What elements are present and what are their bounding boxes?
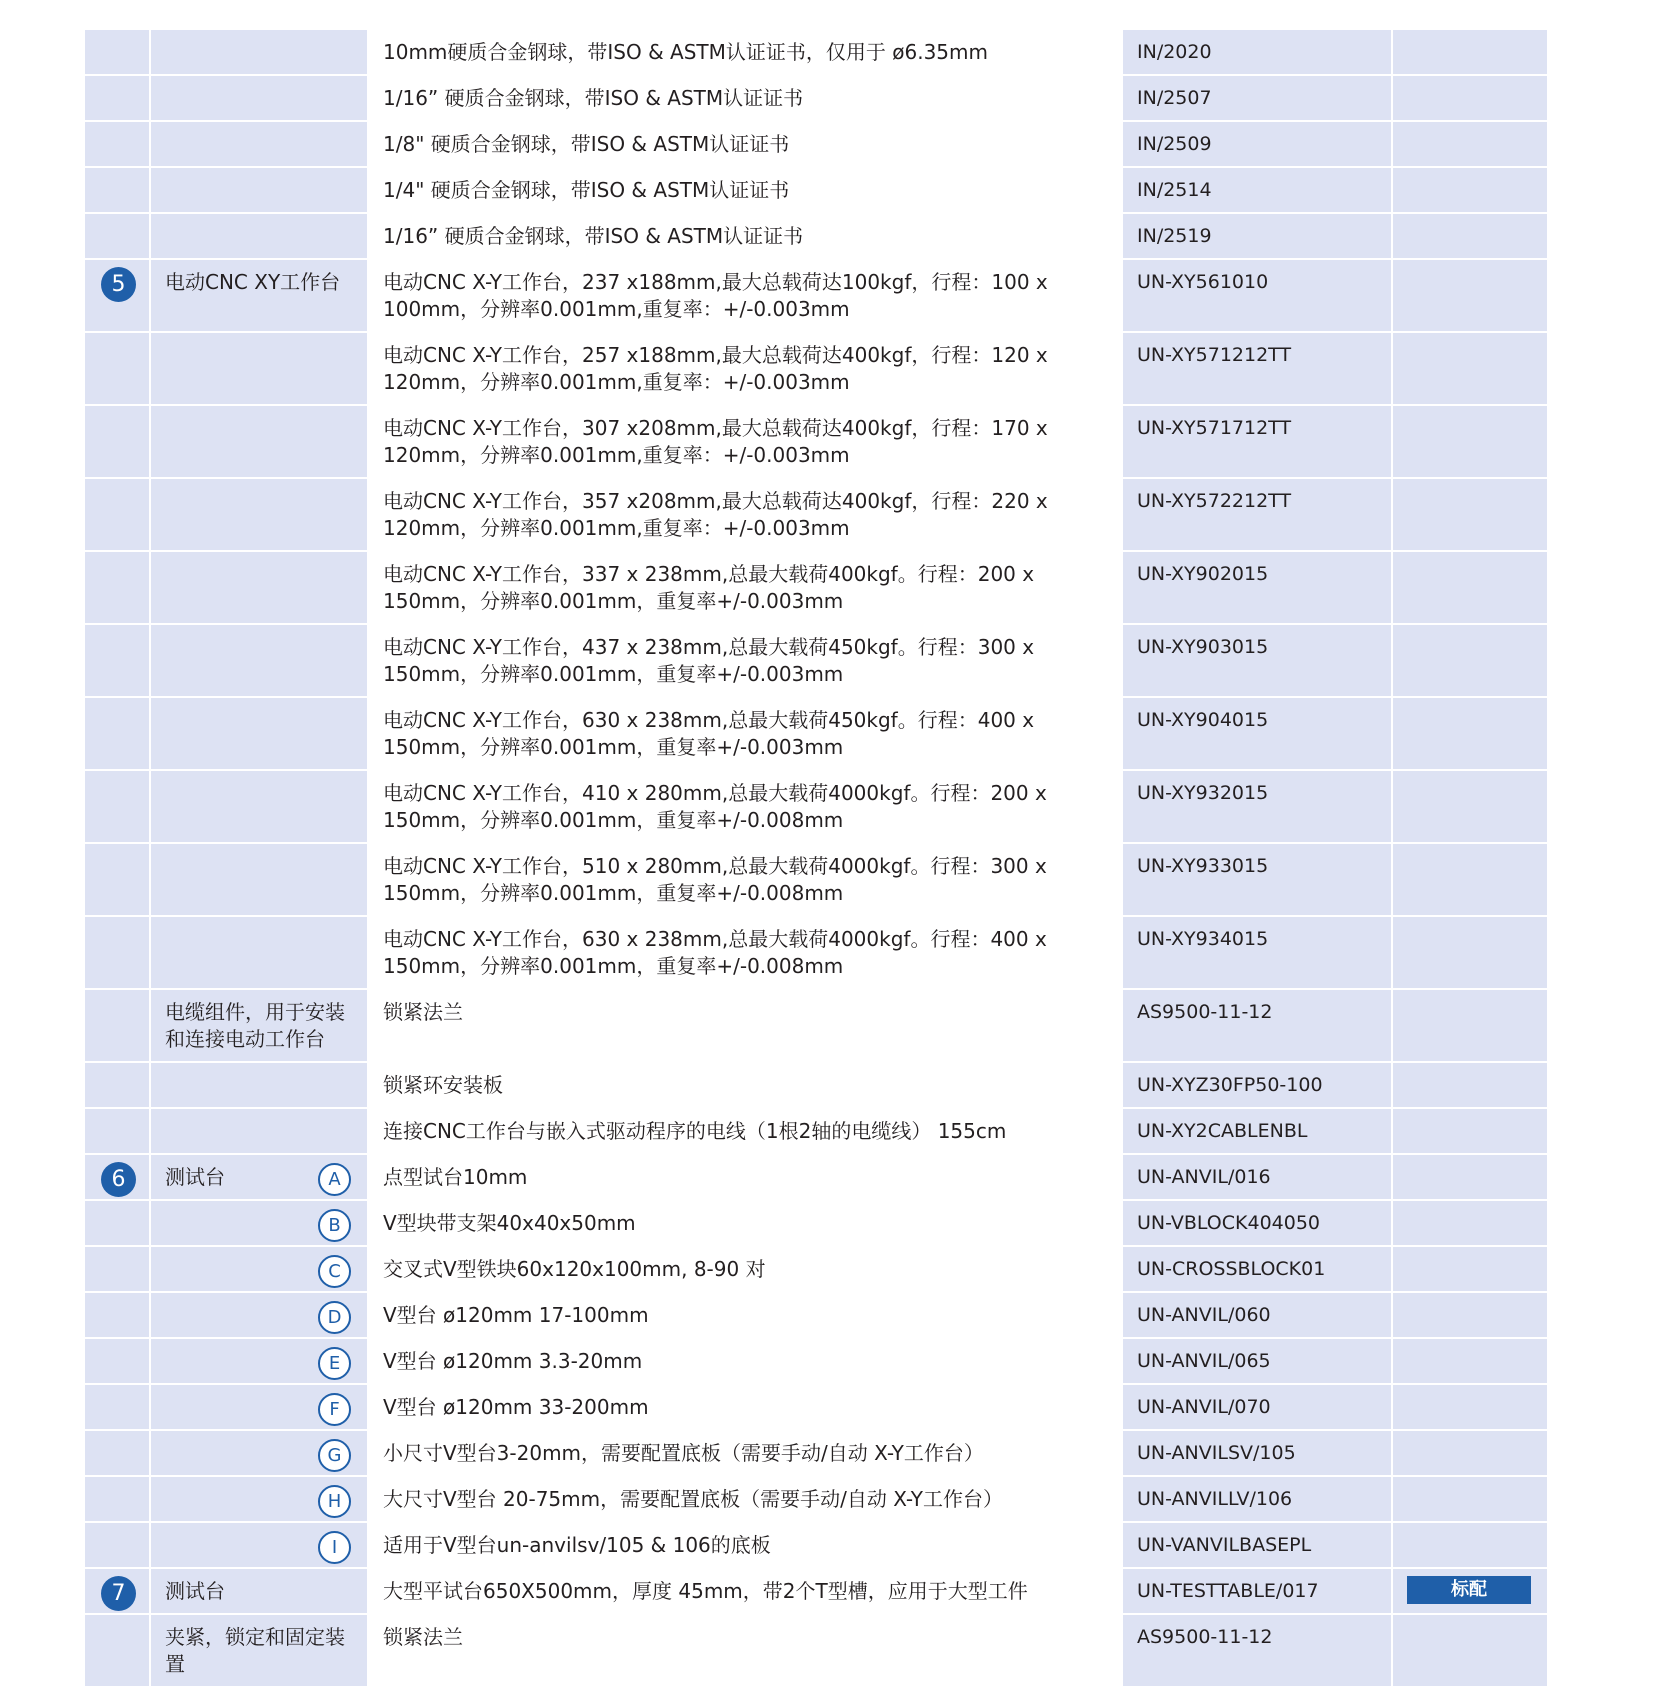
- description-cell: [369, 30, 1121, 74]
- standard-cell: [1391, 1339, 1547, 1383]
- part-code: UN-ANVILLV/106: [1137, 1488, 1293, 1510]
- item-description: 电动CNC X-Y工作台，437 x 238mm,总最大载荷450kgf。行程：300 x 150mm，分辨率0.001mm，重复率+/-0.003mm: [383, 635, 1035, 686]
- table-row: [85, 1155, 1547, 1199]
- part-code-cell: [1121, 917, 1391, 988]
- description-cell: [369, 698, 1121, 769]
- category-cell: [151, 625, 369, 696]
- item-number-cell: [85, 479, 151, 550]
- category-cell: [151, 1293, 369, 1337]
- description-cell: [369, 771, 1121, 842]
- table-row: [85, 76, 1547, 120]
- sub-item-letter-badge: C: [318, 1255, 351, 1288]
- item-description: 电动CNC X-Y工作台，257 x188mm,最大总载荷达400kgf，行程：120 x 120mm，分辨率0.001mm,重复率：+/-0.003mm: [383, 343, 1048, 394]
- standard-cell: [1391, 1063, 1547, 1107]
- category-cell: [151, 214, 369, 258]
- part-code-cell: [1121, 625, 1391, 696]
- item-description: 1/16” 硬质合金钢球，带ISO & ASTM认证证书: [383, 86, 804, 110]
- description-cell: [369, 1155, 1121, 1199]
- item-description: 点型试台10mm: [383, 1165, 528, 1189]
- description-cell: [369, 122, 1121, 166]
- part-code-cell: [1121, 698, 1391, 769]
- category-cell: [151, 1385, 369, 1429]
- item-description: 1/4" 硬质合金钢球，带ISO & ASTM认证证书: [383, 178, 790, 202]
- part-code: UN-XY561010: [1137, 271, 1269, 293]
- description-cell: [369, 552, 1121, 623]
- part-code: UN-XY902015: [1137, 563, 1269, 585]
- part-code: IN/2509: [1137, 133, 1212, 155]
- item-description: 交叉式V型铁块60x120x100mm, 8-90 对: [383, 1257, 766, 1281]
- part-code-cell: [1121, 1155, 1391, 1199]
- item-number-cell: [85, 214, 151, 258]
- table-row: [85, 698, 1547, 769]
- description-cell: [369, 406, 1121, 477]
- description-cell: [369, 214, 1121, 258]
- standard-cell: [1391, 1431, 1547, 1475]
- standard-cell: [1391, 1615, 1547, 1686]
- item-number-cell: [85, 1615, 151, 1686]
- part-code: IN/2514: [1137, 179, 1212, 201]
- part-code: UN-XY571212TT: [1137, 344, 1292, 366]
- standard-cell: [1391, 1109, 1547, 1153]
- description-cell: [369, 260, 1121, 331]
- description-cell: [369, 333, 1121, 404]
- category-cell: [151, 406, 369, 477]
- category-label: 测试台: [165, 1165, 225, 1189]
- table-row: [85, 168, 1547, 212]
- sub-item-letter-badge: F: [318, 1393, 351, 1426]
- description-cell: [369, 1385, 1121, 1429]
- part-code: UN-ANVILSV/105: [1137, 1442, 1296, 1464]
- table-row: [85, 1523, 1547, 1567]
- sub-item-letter-badge: D: [318, 1301, 351, 1334]
- sub-item-letter-badge: E: [318, 1347, 351, 1380]
- part-code: AS9500-11-12: [1137, 1626, 1273, 1648]
- part-code-cell: [1121, 76, 1391, 120]
- item-description: 锁紧法兰: [383, 1625, 463, 1649]
- item-description: 1/16” 硬质合金钢球，带ISO & ASTM认证证书: [383, 224, 804, 248]
- category-cell: [151, 168, 369, 212]
- item-description: 连接CNC工作台与嵌入式驱动程序的电线（1根2轴的电缆线） 155cm: [383, 1119, 1007, 1143]
- item-description: V型台 ø120mm 17-100mm: [383, 1303, 649, 1327]
- item-number-cell: [85, 1339, 151, 1383]
- part-code: UN-XY903015: [1137, 636, 1269, 658]
- category-label: 电缆组件，用于安装和连接电动工作台: [165, 1000, 345, 1051]
- description-cell: [369, 625, 1121, 696]
- standard-cell: [1391, 30, 1547, 74]
- category-cell: [151, 1523, 369, 1567]
- table-row: [85, 30, 1547, 74]
- item-description: 小尺寸V型台3-20mm，需要配置底板（需要手动/自动 X-Y工作台）: [383, 1441, 984, 1465]
- description-cell: [369, 917, 1121, 988]
- description-cell: [369, 1109, 1121, 1153]
- standard-cell: [1391, 1247, 1547, 1291]
- item-number-cell: [85, 122, 151, 166]
- standard-cell: [1391, 1155, 1547, 1199]
- part-code: UN-ANVIL/070: [1137, 1396, 1271, 1418]
- category-cell: [151, 1247, 369, 1291]
- table-row: [85, 333, 1547, 404]
- table-row: [85, 552, 1547, 623]
- part-code-cell: [1121, 1247, 1391, 1291]
- category-cell: [151, 917, 369, 988]
- part-code-cell: [1121, 122, 1391, 166]
- part-code: UN-XY571712TT: [1137, 417, 1292, 439]
- part-code: IN/2519: [1137, 225, 1212, 247]
- description-cell: [369, 1477, 1121, 1521]
- table-row: [85, 1201, 1547, 1245]
- sub-item-letter-badge: B: [318, 1209, 351, 1242]
- item-number-cell: [85, 552, 151, 623]
- description-cell: [369, 168, 1121, 212]
- description-cell: [369, 844, 1121, 915]
- part-code: UN-ANVIL/065: [1137, 1350, 1271, 1372]
- part-code: IN/2020: [1137, 41, 1212, 63]
- part-code-cell: [1121, 1523, 1391, 1567]
- standard-cell: [1391, 76, 1547, 120]
- part-code-cell: [1121, 844, 1391, 915]
- standard-cell: [1391, 122, 1547, 166]
- item-number-cell: [85, 333, 151, 404]
- standard-cell: [1391, 333, 1547, 404]
- standard-cell: [1391, 1477, 1547, 1521]
- category-cell: [151, 1109, 369, 1153]
- standard-cell: [1391, 625, 1547, 696]
- standard-cell: [1391, 1293, 1547, 1337]
- part-code: UN-CROSSBLOCK01: [1137, 1258, 1326, 1280]
- category-label: 测试台: [165, 1579, 225, 1603]
- item-number-badge: 5: [101, 267, 136, 302]
- item-number-badge: 7: [101, 1576, 136, 1611]
- category-label: 电动CNC XY工作台: [165, 270, 341, 294]
- part-code-cell: [1121, 1109, 1391, 1153]
- category-cell: [151, 844, 369, 915]
- part-code: UN-XYZ30FP50-100: [1137, 1074, 1323, 1096]
- table-row: [85, 990, 1547, 1061]
- description-cell: [369, 990, 1121, 1061]
- item-description: 电动CNC X-Y工作台，237 x188mm,最大总载荷达100kgf，行程：100 x 100mm，分辨率0.001mm,重复率：+/-0.003mm: [383, 270, 1048, 321]
- category-cell: [151, 1431, 369, 1475]
- category-cell: [151, 1201, 369, 1245]
- standard-cell: [1391, 771, 1547, 842]
- part-code-cell: [1121, 1201, 1391, 1245]
- item-number-cell: [85, 844, 151, 915]
- part-code-cell: [1121, 168, 1391, 212]
- category-cell: [151, 1339, 369, 1383]
- item-number-cell: [85, 1431, 151, 1475]
- part-code-cell: [1121, 260, 1391, 331]
- item-number-badge: 6: [101, 1162, 136, 1197]
- item-description: 大型平试台650X500mm，厚度 45mm，带2个T型槽，应用于大型工件: [383, 1579, 1028, 1603]
- category-cell: [151, 1477, 369, 1521]
- part-code-cell: [1121, 479, 1391, 550]
- item-number-cell: [85, 1385, 151, 1429]
- description-cell: [369, 479, 1121, 550]
- standard-cell: [1391, 1523, 1547, 1567]
- description-cell: [369, 1431, 1121, 1475]
- item-description: 适用于V型台un-anvilsv/105 & 106的底板: [383, 1533, 771, 1557]
- part-code: AS9500-11-12: [1137, 1001, 1273, 1023]
- table-row: [85, 214, 1547, 258]
- part-code: UN-XY932015: [1137, 782, 1269, 804]
- item-description: 电动CNC X-Y工作台，307 x208mm,最大总载荷达400kgf，行程：170 x 120mm，分辨率0.001mm,重复率：+/-0.003mm: [383, 416, 1048, 467]
- category-cell: [151, 30, 369, 74]
- sub-item-letter-badge: I: [318, 1531, 351, 1564]
- part-code: UN-ANVIL/060: [1137, 1304, 1271, 1326]
- standard-cell: [1391, 990, 1547, 1061]
- item-number-cell: [85, 771, 151, 842]
- description-cell: [369, 1569, 1121, 1613]
- part-code-cell: [1121, 552, 1391, 623]
- table-row: [85, 1063, 1547, 1107]
- item-number-cell: [85, 990, 151, 1061]
- description-cell: [369, 76, 1121, 120]
- item-number-cell: [85, 698, 151, 769]
- part-code: UN-XY904015: [1137, 709, 1269, 731]
- item-number-cell: [85, 1155, 151, 1199]
- item-description: 1/8" 硬质合金钢球，带ISO & ASTM认证证书: [383, 132, 790, 156]
- table-row: [85, 625, 1547, 696]
- part-code-cell: [1121, 333, 1391, 404]
- item-number-cell: [85, 1293, 151, 1337]
- category-cell: [151, 479, 369, 550]
- item-number-cell: [85, 406, 151, 477]
- category-cell: [151, 333, 369, 404]
- part-code-cell: [1121, 1431, 1391, 1475]
- standard-cell: [1391, 1569, 1547, 1613]
- standard-cell: [1391, 214, 1547, 258]
- sub-item-letter-badge: H: [318, 1485, 351, 1518]
- standard-cell: [1391, 479, 1547, 550]
- table-row: [85, 479, 1547, 550]
- item-number-cell: [85, 1201, 151, 1245]
- description-cell: [369, 1615, 1121, 1686]
- category-cell: [151, 552, 369, 623]
- standard-cell: [1391, 1385, 1547, 1429]
- part-code-cell: [1121, 30, 1391, 74]
- part-code-cell: [1121, 990, 1391, 1061]
- part-code: IN/2507: [1137, 87, 1212, 109]
- category-cell: [151, 260, 369, 331]
- item-number-cell: [85, 76, 151, 120]
- table-row: [85, 1339, 1547, 1383]
- part-code-cell: [1121, 1063, 1391, 1107]
- standard-cell: [1391, 917, 1547, 988]
- standard-cell: [1391, 552, 1547, 623]
- item-number-cell: [85, 1247, 151, 1291]
- table-row: [85, 1385, 1547, 1429]
- table-row: [85, 1247, 1547, 1291]
- part-code-cell: [1121, 1615, 1391, 1686]
- category-cell: [151, 771, 369, 842]
- sub-item-letter-badge: G: [318, 1439, 351, 1472]
- table-row: [85, 1615, 1547, 1686]
- category-cell: [151, 1569, 369, 1613]
- table-body: [85, 30, 1547, 1686]
- table-row: [85, 1293, 1547, 1337]
- item-description: V型台 ø120mm 3.3-20mm: [383, 1349, 643, 1373]
- part-code-cell: [1121, 214, 1391, 258]
- item-number-cell: [85, 1477, 151, 1521]
- spec-table-page: [85, 28, 1547, 1688]
- table-row: [85, 122, 1547, 166]
- standard-cell: [1391, 406, 1547, 477]
- table-row: [85, 1431, 1547, 1475]
- description-cell: [369, 1293, 1121, 1337]
- sub-item-letter-badge: A: [318, 1163, 351, 1196]
- part-code-cell: [1121, 1339, 1391, 1383]
- standard-cell: [1391, 1201, 1547, 1245]
- item-number-cell: [85, 260, 151, 331]
- table-row: [85, 917, 1547, 988]
- item-description: 10mm硬质合金钢球，带ISO & ASTM认证证书，仅用于 ø6.35mm: [383, 40, 988, 64]
- item-number-cell: [85, 1523, 151, 1567]
- category-cell: [151, 698, 369, 769]
- category-cell: [151, 1615, 369, 1686]
- table-row: [85, 406, 1547, 477]
- category-cell: [151, 76, 369, 120]
- part-code: UN-XY2CABLENBL: [1137, 1120, 1308, 1142]
- standard-cell: [1391, 844, 1547, 915]
- category-cell: [151, 990, 369, 1061]
- part-code-cell: [1121, 771, 1391, 842]
- category-label: 夹紧，锁定和固定装置: [165, 1625, 345, 1676]
- standard-config-badge: 标配: [1407, 1576, 1531, 1604]
- description-cell: [369, 1339, 1121, 1383]
- part-code-cell: [1121, 1293, 1391, 1337]
- item-number-cell: [85, 917, 151, 988]
- description-cell: [369, 1063, 1121, 1107]
- description-cell: [369, 1201, 1121, 1245]
- table-row: [85, 844, 1547, 915]
- item-description: 电动CNC X-Y工作台，410 x 280mm,总最大载荷4000kgf。行程：200 x 150mm，分辨率0.001mm，重复率+/-0.008mm: [383, 781, 1047, 832]
- item-number-cell: [85, 625, 151, 696]
- item-number-cell: [85, 30, 151, 74]
- description-cell: [369, 1247, 1121, 1291]
- part-code-cell: [1121, 1477, 1391, 1521]
- item-description: V型块带支架40x40x50mm: [383, 1211, 636, 1235]
- part-code-cell: [1121, 1385, 1391, 1429]
- table-row: [85, 1569, 1547, 1613]
- accessory-spec-table: [85, 28, 1547, 1688]
- table-row: [85, 260, 1547, 331]
- part-code: UN-XY933015: [1137, 855, 1269, 877]
- item-description: 电动CNC X-Y工作台，510 x 280mm,总最大载荷4000kgf。行程：300 x 150mm，分辨率0.001mm，重复率+/-0.008mm: [383, 854, 1047, 905]
- part-code-cell: [1121, 1569, 1391, 1613]
- table-row: [85, 1109, 1547, 1153]
- item-description: 锁紧法兰: [383, 1000, 463, 1024]
- item-description: 电动CNC X-Y工作台，357 x208mm,最大总载荷达400kgf，行程：220 x 120mm，分辨率0.001mm,重复率：+/-0.003mm: [383, 489, 1048, 540]
- item-description: 电动CNC X-Y工作台，630 x 238mm,总最大载荷4000kgf。行程：400 x 150mm，分辨率0.001mm，重复率+/-0.008mm: [383, 927, 1047, 978]
- item-description: 电动CNC X-Y工作台，337 x 238mm,总最大载荷400kgf。行程：200 x 150mm，分辨率0.001mm，重复率+/-0.003mm: [383, 562, 1035, 613]
- standard-cell: [1391, 698, 1547, 769]
- item-number-cell: [85, 168, 151, 212]
- part-code: UN-TESTTABLE/017: [1137, 1580, 1319, 1602]
- part-code: UN-XY934015: [1137, 928, 1269, 950]
- category-cell: [151, 1063, 369, 1107]
- item-number-cell: [85, 1569, 151, 1613]
- standard-cell: [1391, 168, 1547, 212]
- item-description: 大尺寸V型台 20-75mm，需要配置底板（需要手动/自动 X-Y工作台）: [383, 1487, 1003, 1511]
- part-code: UN-VBLOCK404050: [1137, 1212, 1321, 1234]
- item-number-cell: [85, 1109, 151, 1153]
- part-code-cell: [1121, 406, 1391, 477]
- item-description: V型台 ø120mm 33-200mm: [383, 1395, 649, 1419]
- part-code: UN-VANVILBASEPL: [1137, 1534, 1312, 1556]
- part-code: UN-XY572212TT: [1137, 490, 1292, 512]
- item-description: 锁紧环安装板: [383, 1073, 503, 1097]
- category-cell: [151, 1155, 369, 1199]
- table-row: [85, 1477, 1547, 1521]
- category-cell: [151, 122, 369, 166]
- item-description: 电动CNC X-Y工作台，630 x 238mm,总最大载荷450kgf。行程：400 x 150mm，分辨率0.001mm，重复率+/-0.003mm: [383, 708, 1035, 759]
- item-number-cell: [85, 1063, 151, 1107]
- standard-cell: [1391, 260, 1547, 331]
- description-cell: [369, 1523, 1121, 1567]
- part-code: UN-ANVIL/016: [1137, 1166, 1271, 1188]
- table-row: [85, 771, 1547, 842]
